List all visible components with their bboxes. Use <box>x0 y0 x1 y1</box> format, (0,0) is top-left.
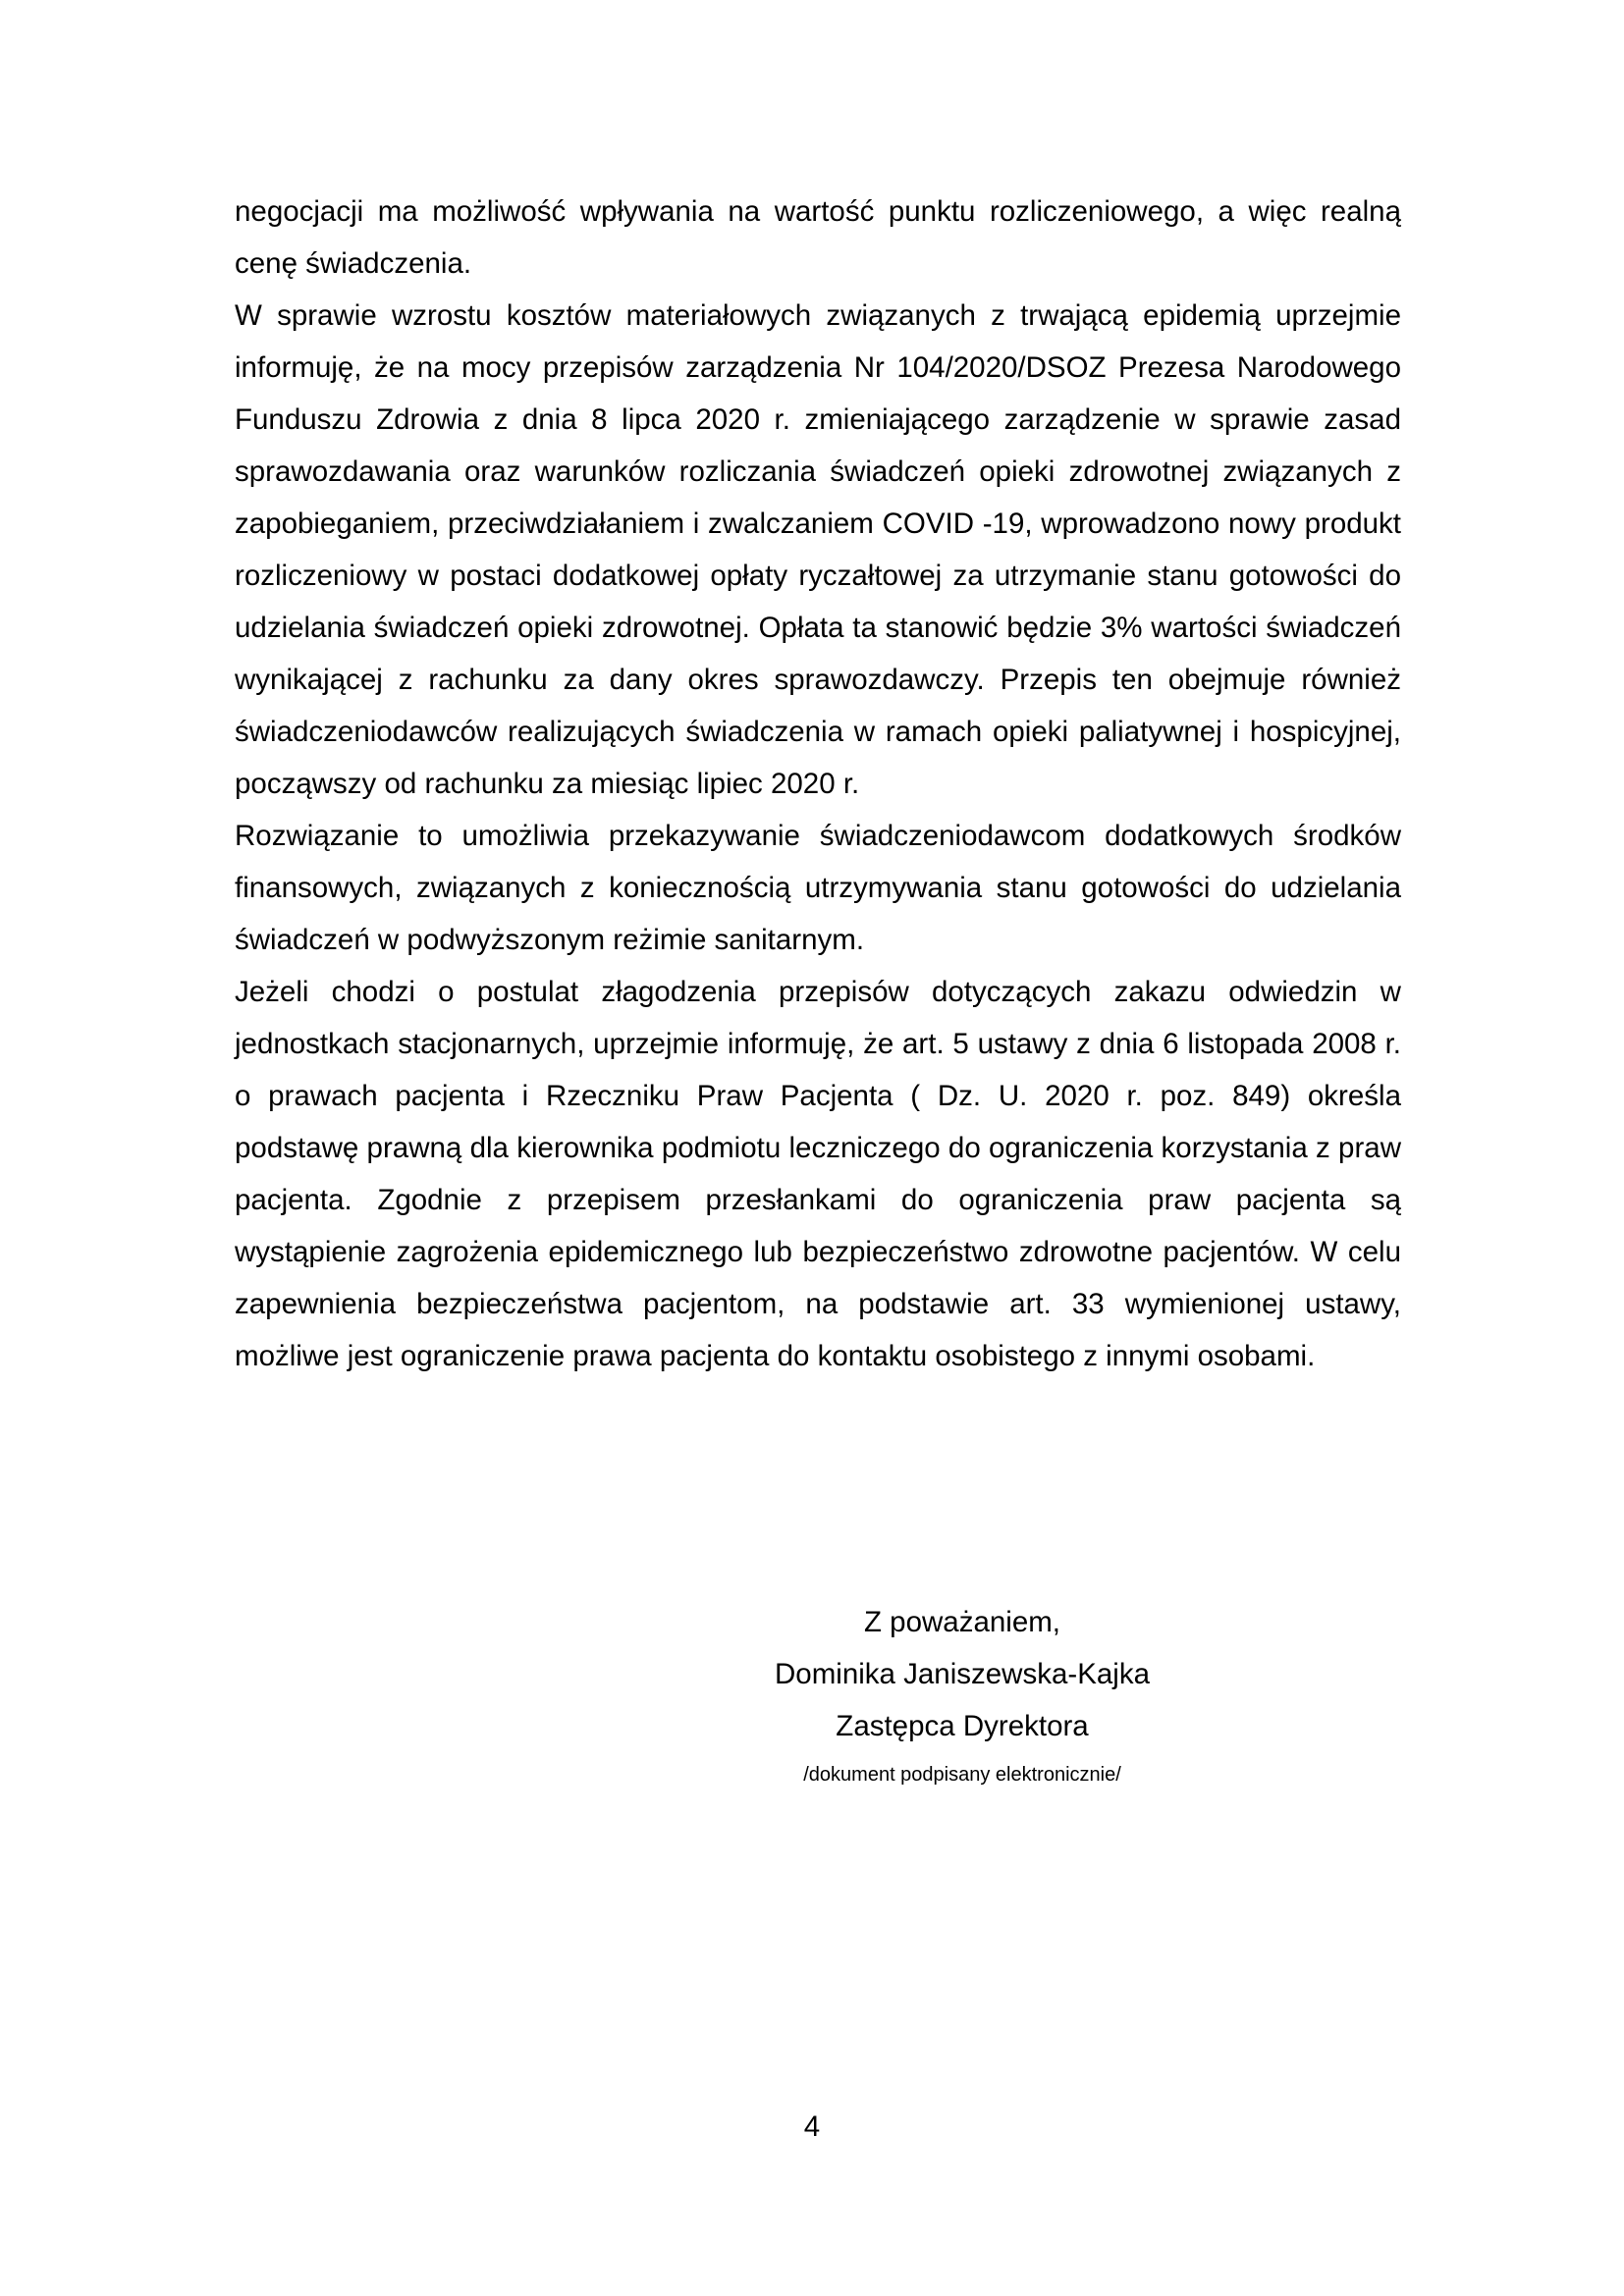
signature-note: /dokument podpisany elektronicznie/ <box>803 1764 1121 1786</box>
letter-body <box>235 186 1401 1382</box>
signature-name: Dominika Janiszewska-Kajka <box>774 1658 1150 1690</box>
paragraph-material-costs: W sprawie wzrostu kosztów materiałowych związanych z trwającą epidemią uprzejmie informuję, że na mocy przepisów zarządzenia Nr 104/2020/DSOZ Prezesa Narodowego Funduszu Zdrowia z dnia 8 lipca 2020 r. zmieniającego zarządzenie w sprawie zasad sprawozdawania oraz warunków rozliczania świadczeń opieki zdrowotnej związanych z zapobieganiem, przeciwdziałaniem i zwalczaniem COVID -19, wprowadzono nowy produkt rozliczeniowy w postaci dodatkowej opłaty ryczałtowej za utrzymanie stanu gotowości do udzielania świadczeń opieki zdrowotnej. Opłata ta stanowić będzie 3% wartości świadczeń wynikającej z rachunku za dany okres sprawozdawczy. Przepis ten obejmuje również świadczeniodawców realizujących świadczenia w ramach opieki paliatywnej i hospicyjnej, począwszy od rachunku za miesiąc lipiec 2020 r. <box>235 299 1401 800</box>
signature-position: Zastępca Dyrektora <box>836 1710 1089 1742</box>
paragraph-solution: Rozwiązanie to umożliwia przekazywanie świadczeniodawcom dodatkowych środków finansowych, związanych z koniecznością utrzymywania stanu gotowości do udzielania świadczeń w podwyższonym reżimie sanitarnym. <box>235 820 1401 956</box>
signature-block <box>668 1596 1257 1797</box>
paragraph-negotiation: negocjacji ma możliwość wpływania na wartość punktu rozliczeniowego, a więc realną cenę świadczenia. <box>235 195 1401 280</box>
page-number: 4 <box>803 2110 821 2143</box>
signature-closing: Z poważaniem, <box>863 1606 1061 1638</box>
paragraph-visits: Jeżeli chodzi o postulat złagodzenia przepisów dotyczących zakazu odwiedzin w jednostkach stacjonarnych, uprzejmie informuję, że art. 5 ustawy z dnia 6 listopada 2008 r. o prawach pacjenta i Rzeczniku Praw Pacjenta ( Dz. U. 2020 r. poz. 849) określa podstawę prawną dla kierownika podmiotu leczniczego do ograniczenia korzystania z praw pacjenta. Zgodnie z przepisem przesłankami do ograniczenia praw pacjenta są wystąpienie zagrożenia epidemicznego lub bezpieczeństwo zdrowotne pacjentów. W celu zapewnienia bezpieczeństwa pacjentom, na podstawie art. 33 wymienionej ustawy, możliwe jest ograniczenie prawa pacjenta do kontaktu osobistego z innymi osobami. <box>235 976 1401 1372</box>
